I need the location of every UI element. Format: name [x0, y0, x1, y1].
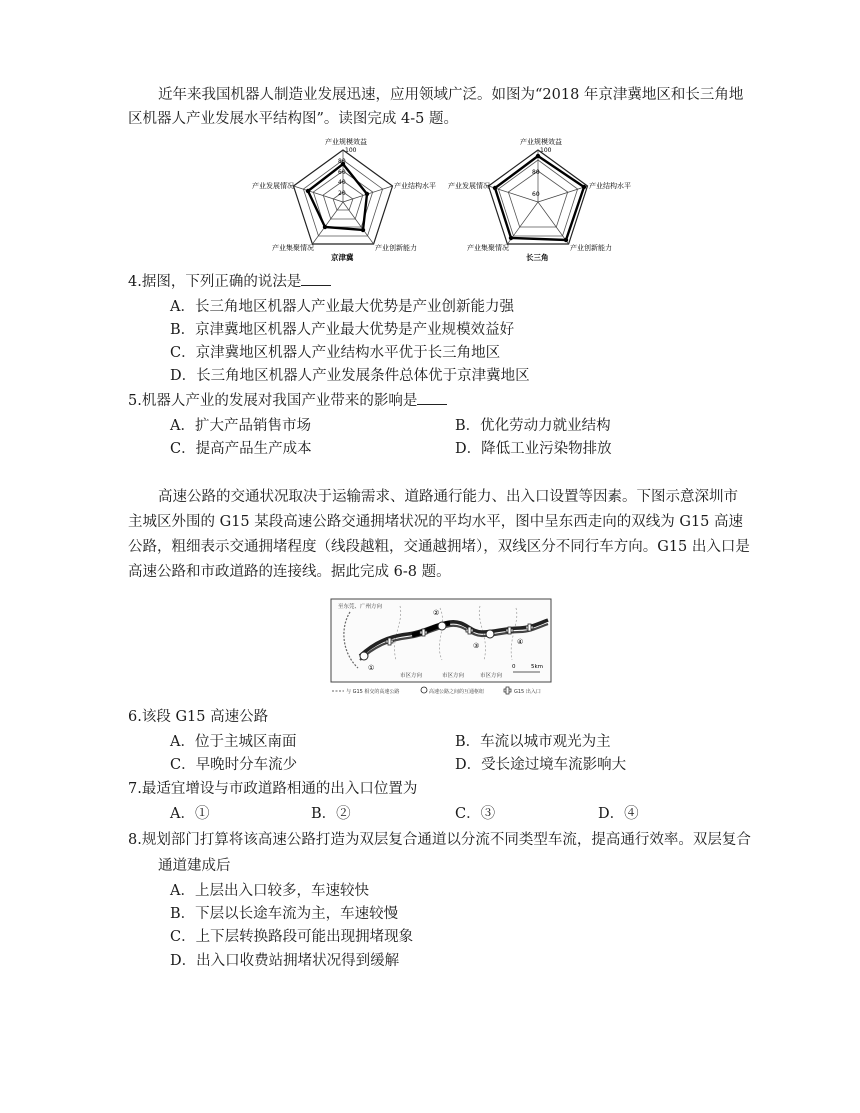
answer-blank [417, 390, 447, 405]
q4-option-a: A．长三角地区机器人产业最大优势是产业创新能力强 [170, 299, 514, 315]
intro2-line1: 高速公路的交通状况取决于运输需求、道路通行能力、出入口设置等因素。下图示意深圳市 [158, 489, 738, 505]
map-legend-highway: 与 G15 相交的高速公路 [346, 689, 400, 695]
q6-option-a: A．位于主城区南面 [170, 734, 297, 750]
radar-left-axis-development: 产业发展情况 [252, 182, 294, 190]
map-position-3: ③ [473, 642, 480, 650]
q7-option-a: A．① [170, 806, 210, 822]
intro2-line4: 高速公路和市政道路的连接线。据此完成 6-8 题。 [128, 564, 451, 580]
q4-option-b: B．京津冀地区机器人产业最大优势是产业规模效益好 [170, 322, 515, 338]
q7-option-b: B．② [311, 806, 351, 822]
q6-option-c: C．早晚时分车流少 [170, 757, 298, 773]
q5-option-c: C．提高产品生产成本 [170, 441, 312, 457]
radar-right-tick-100: 100 [540, 147, 552, 154]
intro1-line1: 近年来我国机器人制造业发展迅速，应用领域广泛。如图为“2018 年京津冀地区和长三角地 [158, 87, 744, 103]
intro2-line2: 主城区外围的 G15 某段高速公路交通拥堵状况的平均水平，图中呈东西走向的双线为 G15 高速 [128, 514, 744, 530]
radar-left-axis-innovation: 产业创新能力 [375, 244, 417, 252]
q5-option-a: A．扩大产品销售市场 [170, 418, 311, 434]
radar-left-tick-40: 40 [338, 179, 346, 186]
radar-left [252, 137, 436, 262]
q7-option-d: D．④ [598, 806, 639, 822]
radar-right-axis-innovation: 产业创新能力 [570, 244, 612, 252]
radar-left-tick-20: 20 [338, 190, 346, 197]
radar-left-caption: 京津冀 [331, 253, 354, 262]
radar-left-axis-scale: 产业规模效益 [325, 138, 367, 146]
map-top-label: 至东莞、广州方向 [338, 604, 383, 610]
q5-stem [128, 390, 447, 412]
q6-stem: 6.该段 G15 高速公路 [128, 709, 269, 725]
q8-option-d: D．出入口收费站拥堵状况得到缓解 [170, 953, 400, 969]
radar-left-axis-cluster: 产业集聚情况 [272, 244, 314, 252]
q8-option-b: B．下层以长途车流为主，车速较慢 [170, 906, 399, 922]
radar-right [448, 137, 631, 262]
radar-left-tick-100: 100 [345, 147, 357, 154]
q7-stem: 7.最适宜增设与市政道路相通的出入口位置为 [128, 781, 418, 797]
map-city-direction-3: 市区方向 [480, 673, 503, 679]
map-position-4: ④ [517, 638, 524, 646]
map-city-direction-1: 市区方向 [400, 673, 423, 679]
radar-right-caption: 长三角 [526, 253, 549, 262]
q5-stem-text: 5.机器人产业的发展对我国产业带来的影响是 [128, 393, 418, 409]
map-legend-exit: G15 出入口 [514, 689, 541, 695]
radar-right-axis-cluster: 产业集聚情况 [467, 244, 509, 252]
map-legend-interchange: 高速公路之间的互通枢纽 [429, 689, 485, 695]
map-position-1: ① [368, 664, 375, 672]
q4-option-d: D．长三角地区机器人产业发展条件总体优于京津冀地区 [170, 368, 530, 384]
radar-left-tick-60: 60 [338, 169, 346, 176]
q8-option-a: A．上层出入口较多，车速较快 [170, 883, 369, 899]
radar-left-tick-80: 80 [338, 158, 346, 165]
radar-right-axis-structure: 产业结构水平 [589, 182, 631, 190]
radar-right-tick-60: 60 [532, 191, 540, 198]
radar-right-axis-development: 产业发展情况 [448, 182, 490, 190]
map-position-2: ② [433, 609, 440, 617]
answer-blank [301, 271, 331, 286]
q4-stem-text: 4.据图，下列正确的说法是 [128, 274, 302, 290]
q8-option-c: C．上下层转换路段可能出现拥堵现象 [170, 929, 414, 945]
radar-figure [248, 134, 631, 264]
q6-option-d: D．受长途过境车流影响大 [455, 757, 627, 773]
q4-option-c: C．京津冀地区机器人产业结构水平优于长三角地区 [170, 345, 501, 361]
q7-option-c: C．③ [455, 806, 496, 822]
radar-left-axis-structure: 产业结构水平 [394, 182, 436, 190]
map-city-direction-2: 市区方向 [442, 673, 465, 679]
q5-option-b: B．优化劳动力就业结构 [455, 418, 611, 434]
highway-map [330, 598, 552, 696]
q8-stem-line1: 8.规划部门打算将该高速公路打造为双层复合通道以分流不同类型车流，提高通行效率。双层复合 [128, 832, 751, 848]
radar-right-axis-scale: 产业规模效益 [520, 138, 562, 146]
map-scale-zero: 0 [512, 664, 516, 670]
intro1-line2: 区机器人产业发展水平结构图”。读图完成 4-5 题。 [128, 111, 458, 127]
radar-right-tick-80: 80 [532, 169, 540, 176]
q5-option-d: D．降低工业污染物排放 [455, 441, 612, 457]
q4-stem [128, 271, 331, 293]
q6-option-b: B．车流以城市观光为主 [455, 734, 611, 750]
map-scale-length: 5km [531, 664, 544, 670]
q8-stem-line2: 通道建成后 [158, 858, 231, 874]
intro2-line3: 公路，粗细表示交通拥堵程度（线段越粗，交通越拥堵），双线区分不同行车方向。G15 出入口是 [128, 539, 750, 555]
